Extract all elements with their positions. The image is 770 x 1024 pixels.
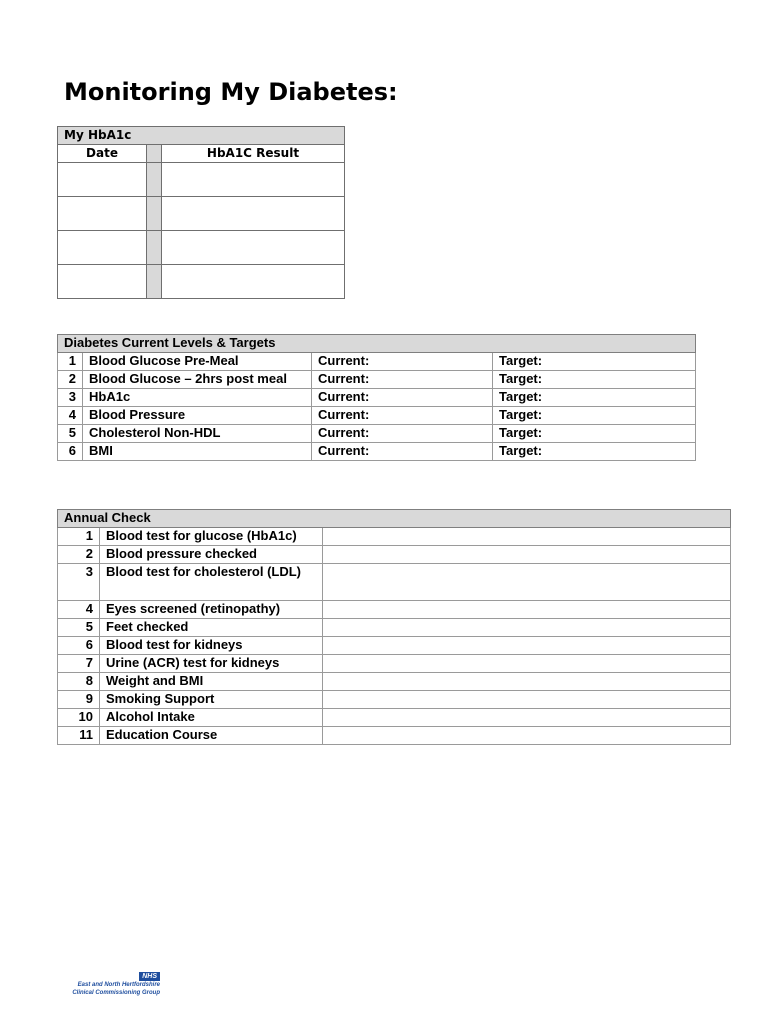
check-entry-cell[interactable] [323,619,731,637]
target-field[interactable]: Target: [493,389,696,407]
check-entry-cell[interactable] [323,673,731,691]
logo-line-1: East and North Hertfordshire [77,982,160,988]
annual-table-heading: Annual Check [58,510,731,528]
row-number: 3 [58,564,100,601]
check-label: Alcohol Intake [100,709,323,727]
row-number: 10 [58,709,100,727]
table-row [58,709,731,727]
table-row [58,443,696,461]
row-number: 4 [58,601,100,619]
table-row [58,619,731,637]
row-number: 4 [58,407,83,425]
measure-label: Cholesterol Non-HDL [83,425,312,443]
hba1c-table [57,126,345,299]
check-label: Blood test for kidneys [100,637,323,655]
row-number: 8 [58,673,100,691]
check-entry-cell[interactable] [323,691,731,709]
date-cell[interactable] [58,265,147,299]
check-label: Feet checked [100,619,323,637]
annual-check-table [57,509,731,745]
target-field[interactable]: Target: [493,407,696,425]
divider-column [147,163,162,197]
table-row [58,727,731,745]
divider-column [147,231,162,265]
table-row [58,564,731,601]
result-cell[interactable] [162,163,345,197]
row-number: 11 [58,727,100,745]
check-label: Smoking Support [100,691,323,709]
table-row [58,389,696,407]
target-field[interactable]: Target: [493,353,696,371]
check-entry-cell[interactable] [323,528,731,546]
date-cell[interactable] [58,197,147,231]
nhs-ccg-logo [62,972,162,998]
current-field[interactable]: Current: [312,371,493,389]
divider-column [147,265,162,299]
check-label: Education Course [100,727,323,745]
date-cell[interactable] [58,231,147,265]
divider-column [147,145,162,163]
target-field[interactable]: Target: [493,443,696,461]
date-cell[interactable] [58,163,147,197]
check-label: Urine (ACR) test for kidneys [100,655,323,673]
check-label: Eyes screened (retinopathy) [100,601,323,619]
date-column-header: Date [58,145,147,163]
row-number: 5 [58,619,100,637]
table-row [58,353,696,371]
row-number: 1 [58,353,83,371]
table-row [58,601,731,619]
check-entry-cell[interactable] [323,709,731,727]
check-entry-cell[interactable] [323,564,731,601]
measure-label: Blood Pressure [83,407,312,425]
current-field[interactable]: Current: [312,407,493,425]
check-label: Blood pressure checked [100,546,323,564]
measure-label: HbA1c [83,389,312,407]
table-row [58,425,696,443]
table-row [58,691,731,709]
row-number: 6 [58,637,100,655]
levels-targets-table [57,334,696,461]
check-label: Weight and BMI [100,673,323,691]
target-field[interactable]: Target: [493,371,696,389]
row-number: 2 [58,546,100,564]
result-cell[interactable] [162,197,345,231]
check-entry-cell[interactable] [323,727,731,745]
row-number: 9 [58,691,100,709]
target-field[interactable]: Target: [493,425,696,443]
row-number: 3 [58,389,83,407]
table-row [58,673,731,691]
row-number: 2 [58,371,83,389]
nhs-badge: NHS [139,972,160,981]
result-cell[interactable] [162,231,345,265]
table-row [58,371,696,389]
check-entry-cell[interactable] [323,601,731,619]
page-title: Monitoring My Diabetes: [64,78,398,106]
check-entry-cell[interactable] [323,655,731,673]
hba1c-table-heading: My HbA1c [58,127,345,145]
measure-label: Blood Glucose – 2hrs post meal [83,371,312,389]
logo-line-2: Clinical Commissioning Group [72,990,160,996]
levels-table-heading: Diabetes Current Levels & Targets [58,335,696,353]
result-cell[interactable] [162,265,345,299]
check-label: Blood test for cholesterol (LDL) [100,564,323,601]
table-row [58,637,731,655]
check-entry-cell[interactable] [323,637,731,655]
check-entry-cell[interactable] [323,546,731,564]
row-number: 1 [58,528,100,546]
result-column-header: HbA1C Result [162,145,345,163]
check-label: Blood test for glucose (HbA1c) [100,528,323,546]
row-number: 6 [58,443,83,461]
divider-column [147,197,162,231]
current-field[interactable]: Current: [312,443,493,461]
table-row [58,528,731,546]
table-row [58,655,731,673]
table-row [58,407,696,425]
measure-label: BMI [83,443,312,461]
current-field[interactable]: Current: [312,389,493,407]
row-number: 7 [58,655,100,673]
current-field[interactable]: Current: [312,425,493,443]
table-row [58,546,731,564]
row-number: 5 [58,425,83,443]
measure-label: Blood Glucose Pre-Meal [83,353,312,371]
current-field[interactable]: Current: [312,353,493,371]
